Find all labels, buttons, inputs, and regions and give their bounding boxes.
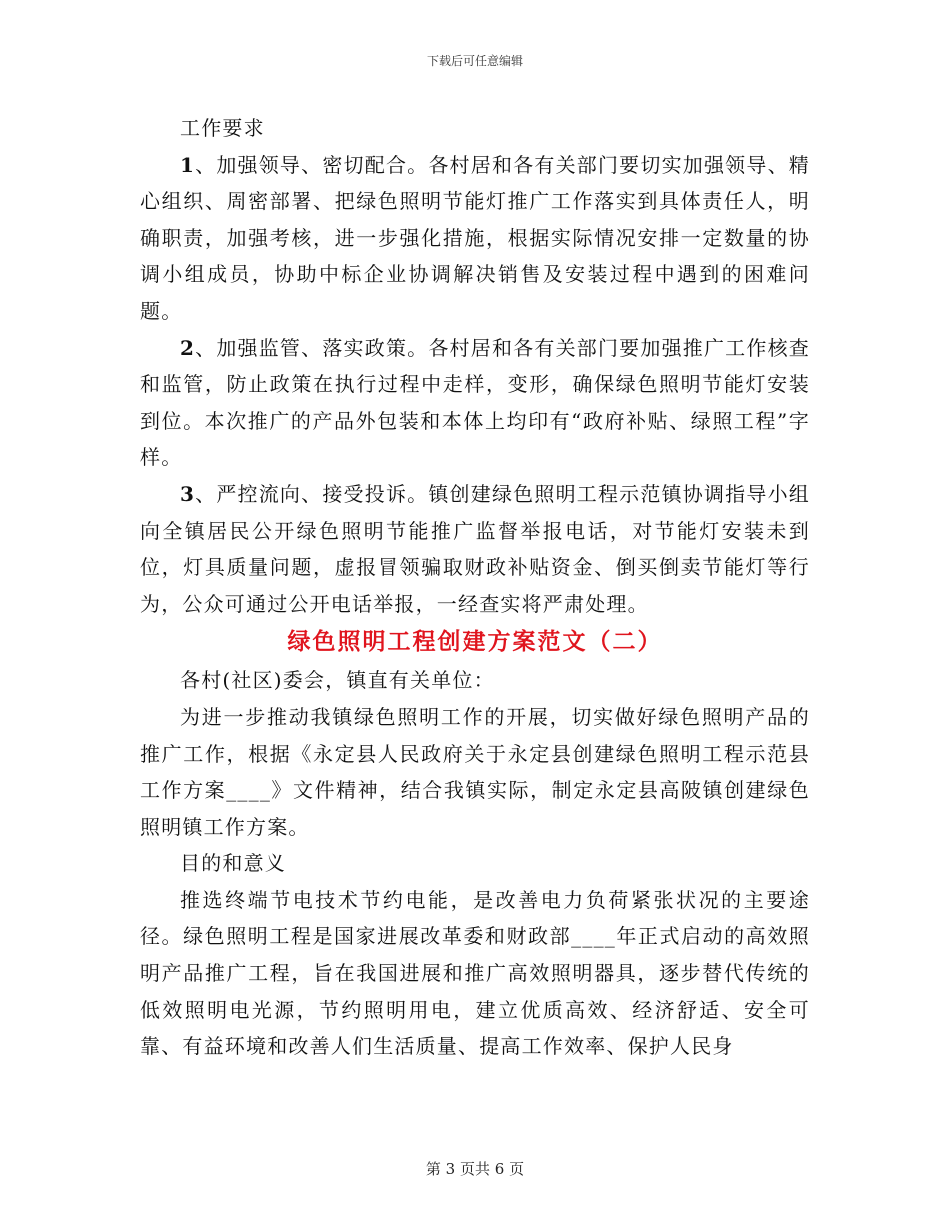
- salutation: 各村(社区)委会，镇直有关单位：: [180, 668, 495, 693]
- section-heading-work-requirements: 工作要求: [180, 116, 265, 140]
- item-number: 3: [180, 481, 196, 506]
- intro-paragraph: 为进一步推动我镇绿色照明工作的开展，切实做好绿色照明产品的推广工作，根据《永定县人民政府关于永定县创建绿色照明工程示范县工作方案____》文件精神，结合我镇实际，制定永定县高陂镇创建绿色照明镇工作方案。: [140, 704, 810, 839]
- purpose-paragraph: 推选终端节电技术节约电能，是改善电力负荷紧张状况的主要途径。绿色照明工程是国家进展改革委和财政部____年正式启动的高效照明产品推广工程，旨在我国进展和推广高效照明器具，逐步替代传统的低效照明电光源，节约照明用电，建立优质高效、经济舒适、安全可靠、有益环境和改善人们生活质量、提高工作效率、保护人民身: [140, 887, 810, 1059]
- page-header: 下载后可任意编辑: [426, 54, 523, 68]
- requirement-item-3: [140, 476, 810, 622]
- item-text: 、严控流向、接受投诉。镇创建绿色照明工程示范镇协调指导小组向全镇居民公开绿色照明节能推广监督举报电话，对节能灯安装未到位，灯具质量问题，虚报冒领骗取财政补贴资金、倒买倒卖节能灯等行为，公众可通过公开电话举报，一经查实将严肃处理。: [140, 481, 810, 616]
- section-heading-purpose: 目的和意义: [180, 851, 286, 876]
- item-text: 、加强领导、密切配合。各村居和各有关部门要切实加强领导、精心组织、周密部署、把绿色照明节能灯推广工作落实到具体责任人，明确职责，加强考核，进一步强化措施，根据实际情况安排一定数量的协调小组成员，协助中标企业协调解决销售及安装过程中遇到的困难问题。: [140, 152, 810, 323]
- document-title: 绿色照明工程创建方案范文（二）: [287, 628, 663, 656]
- requirement-item-2: [140, 330, 810, 476]
- document-body: [140, 110, 810, 1065]
- page-footer: 第 3 页共 6 页: [425, 1160, 525, 1178]
- requirement-item-1: [140, 147, 810, 330]
- item-text: 、加强监管、落实政策。各村居和各有关部门要加强推广工作核查和监管，防止政策在执行过程中走样，变形，确保绿色照明节能灯安装到位。本次推广的产品外包装和本体上均印有“政府补贴、绿照工程”字样。: [140, 335, 810, 470]
- item-number: 2: [180, 335, 196, 360]
- item-number: 1: [180, 152, 196, 177]
